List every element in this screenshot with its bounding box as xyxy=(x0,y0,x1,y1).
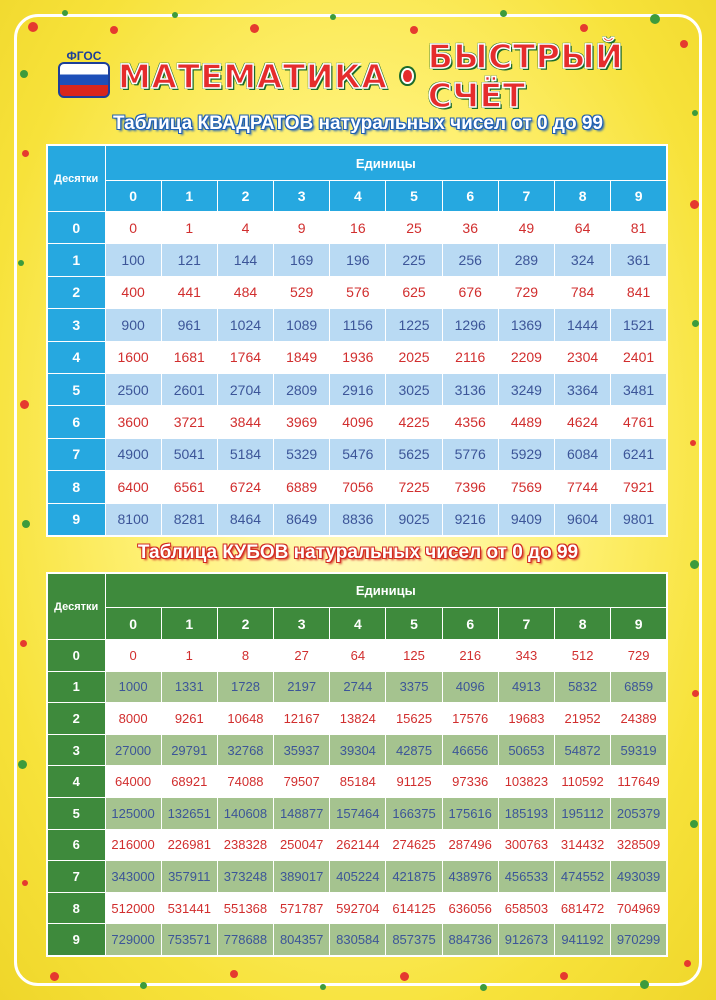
table-cell: 15625 xyxy=(386,703,442,735)
tens-row-header: 7 xyxy=(47,861,105,893)
title-mathematics: МАТЕМАТИКА xyxy=(118,56,388,96)
table-row xyxy=(47,212,667,244)
unit-column-header: 2 xyxy=(217,608,273,640)
table-cell: 262144 xyxy=(330,829,386,861)
tens-row-header: 1 xyxy=(47,671,105,703)
table-cell: 3364 xyxy=(555,373,611,405)
fgos-badge-label: ФГОС xyxy=(66,49,102,63)
table-cell: 3481 xyxy=(611,373,667,405)
table-row xyxy=(47,924,667,956)
table-cell: 4225 xyxy=(386,406,442,438)
table-cell: 1764 xyxy=(217,341,273,373)
table-cell: 6889 xyxy=(274,471,330,503)
table-cell: 3969 xyxy=(274,406,330,438)
table-cell: 970299 xyxy=(611,924,667,956)
table-row xyxy=(47,471,667,503)
unit-column-header: 4 xyxy=(330,181,386,212)
unit-column-header: 9 xyxy=(611,181,667,212)
table-cell: 512 xyxy=(555,640,611,672)
table-cell: 25 xyxy=(386,212,442,244)
table-cell: 68921 xyxy=(161,766,217,798)
table-cell: 676 xyxy=(442,276,498,308)
table-cell: 2916 xyxy=(330,373,386,405)
tens-row-header: 0 xyxy=(47,640,105,672)
table-row xyxy=(47,640,667,672)
table-cell: 421875 xyxy=(386,861,442,893)
unit-column-header: 4 xyxy=(330,608,386,640)
table-row xyxy=(47,892,667,924)
tens-row-header: 8 xyxy=(47,471,105,503)
table-cell: 5929 xyxy=(498,438,554,470)
table-cell: 9216 xyxy=(442,503,498,536)
tens-row-header: 3 xyxy=(47,309,105,341)
table-cell: 512000 xyxy=(105,892,161,924)
table-cell: 625 xyxy=(386,276,442,308)
table-cell: 576 xyxy=(330,276,386,308)
table-row xyxy=(47,341,667,373)
table-cell: 140608 xyxy=(217,797,273,829)
table-cell: 4096 xyxy=(330,406,386,438)
table-cell: 91125 xyxy=(386,766,442,798)
table-cell: 7569 xyxy=(498,471,554,503)
table-cell: 1681 xyxy=(161,341,217,373)
table-cell: 2809 xyxy=(274,373,330,405)
table-cell: 175616 xyxy=(442,797,498,829)
unit-column-header: 1 xyxy=(161,181,217,212)
table-cell: 614125 xyxy=(386,892,442,924)
table-cell: 226981 xyxy=(161,829,217,861)
table-cell: 857375 xyxy=(386,924,442,956)
cubes-table xyxy=(46,572,668,957)
table-cell: 5625 xyxy=(386,438,442,470)
table-cell: 85184 xyxy=(330,766,386,798)
table-cell: 32768 xyxy=(217,734,273,766)
table-cell: 900 xyxy=(105,309,161,341)
table-cell: 4761 xyxy=(611,406,667,438)
unit-column-header: 0 xyxy=(105,608,161,640)
table-cell: 287496 xyxy=(442,829,498,861)
table-row xyxy=(47,861,667,893)
table-cell: 35937 xyxy=(274,734,330,766)
unit-column-header: 2 xyxy=(217,181,273,212)
table-row xyxy=(47,671,667,703)
table-cell: 9409 xyxy=(498,503,554,536)
table-cell: 148877 xyxy=(274,797,330,829)
table-cell: 328509 xyxy=(611,829,667,861)
table-cell: 658503 xyxy=(498,892,554,924)
table-cell: 778688 xyxy=(217,924,273,956)
table-cell: 1369 xyxy=(498,309,554,341)
table-row xyxy=(47,276,667,308)
table-cell: 2209 xyxy=(498,341,554,373)
table-cell: 529 xyxy=(274,276,330,308)
table-cell: 1000 xyxy=(105,671,161,703)
table-cell: 97336 xyxy=(442,766,498,798)
table-cell: 3375 xyxy=(386,671,442,703)
table-cell: 729 xyxy=(498,276,554,308)
table-cell: 7744 xyxy=(555,471,611,503)
table-cell: 571787 xyxy=(274,892,330,924)
tens-row-header: 3 xyxy=(47,734,105,766)
table-cell: 196 xyxy=(330,244,386,276)
table-row xyxy=(47,438,667,470)
table-cell: 456533 xyxy=(498,861,554,893)
table-cell: 1936 xyxy=(330,341,386,373)
table-cell: 1331 xyxy=(161,671,217,703)
table-cell: 1156 xyxy=(330,309,386,341)
tens-row-header: 0 xyxy=(47,212,105,244)
table-cell: 250047 xyxy=(274,829,330,861)
table-cell: 373248 xyxy=(217,861,273,893)
table-cell: 941192 xyxy=(555,924,611,956)
tens-row-header: 8 xyxy=(47,892,105,924)
table-cell: 729 xyxy=(611,640,667,672)
table-cell: 1600 xyxy=(105,341,161,373)
table-cell: 0 xyxy=(105,212,161,244)
table-cell: 753571 xyxy=(161,924,217,956)
table-cell: 7225 xyxy=(386,471,442,503)
tens-row-header: 7 xyxy=(47,438,105,470)
table-cell: 103823 xyxy=(498,766,554,798)
table-cell: 912673 xyxy=(498,924,554,956)
table-cell: 4096 xyxy=(442,671,498,703)
table-cell: 5776 xyxy=(442,438,498,470)
table-cell: 361 xyxy=(611,244,667,276)
table-row xyxy=(47,797,667,829)
table-cell: 79507 xyxy=(274,766,330,798)
table-cell: 27 xyxy=(274,640,330,672)
table-row xyxy=(47,503,667,536)
table-cell: 54872 xyxy=(555,734,611,766)
tens-row-header: 1 xyxy=(47,244,105,276)
table-cell: 1849 xyxy=(274,341,330,373)
table-row xyxy=(47,373,667,405)
table-cell: 493039 xyxy=(611,861,667,893)
table-cell: 59319 xyxy=(611,734,667,766)
table-cell: 1296 xyxy=(442,309,498,341)
table-cell: 64000 xyxy=(105,766,161,798)
table-cell: 9 xyxy=(274,212,330,244)
unit-column-header: 3 xyxy=(274,608,330,640)
table-cell: 2197 xyxy=(274,671,330,703)
squares-table xyxy=(46,144,668,537)
table-cell: 64 xyxy=(555,212,611,244)
table-row xyxy=(47,703,667,735)
table-cell: 531441 xyxy=(161,892,217,924)
table-cell: 6859 xyxy=(611,671,667,703)
tens-row-header: 2 xyxy=(47,276,105,308)
table-cell: 1225 xyxy=(386,309,442,341)
table-cell: 6724 xyxy=(217,471,273,503)
table-cell: 6241 xyxy=(611,438,667,470)
table-cell: 16 xyxy=(330,212,386,244)
table-cell: 132651 xyxy=(161,797,217,829)
table-cell: 4913 xyxy=(498,671,554,703)
table-cell: 3721 xyxy=(161,406,217,438)
table-cell: 314432 xyxy=(555,829,611,861)
table-cell: 4489 xyxy=(498,406,554,438)
table-cell: 9801 xyxy=(611,503,667,536)
table-cell: 10648 xyxy=(217,703,273,735)
table-cell: 157464 xyxy=(330,797,386,829)
table-cell: 636056 xyxy=(442,892,498,924)
squares-table-title: Таблица КВАДРАТОВ натуральных чисел от 0 до 99 xyxy=(113,113,603,134)
table-row xyxy=(47,244,667,276)
unit-column-header: 6 xyxy=(442,181,498,212)
table-row xyxy=(47,406,667,438)
main-title xyxy=(118,37,638,115)
table-cell: 1 xyxy=(161,640,217,672)
table-cell: 6561 xyxy=(161,471,217,503)
table-cell: 205379 xyxy=(611,797,667,829)
table-cell: 7056 xyxy=(330,471,386,503)
table-cell: 592704 xyxy=(330,892,386,924)
table-cell: 3844 xyxy=(217,406,273,438)
table-cell: 2116 xyxy=(442,341,498,373)
table-cell: 324 xyxy=(555,244,611,276)
table-cell: 300763 xyxy=(498,829,554,861)
table-cell: 238328 xyxy=(217,829,273,861)
cubes-table-title: Таблица КУБОВ натуральных чисел от 0 до 99 xyxy=(137,542,579,563)
table-cell: 784 xyxy=(555,276,611,308)
table-cell: 343000 xyxy=(105,861,161,893)
table-cell: 12167 xyxy=(274,703,330,735)
table-cell: 121 xyxy=(161,244,217,276)
table-cell: 2500 xyxy=(105,373,161,405)
tens-header: Десятки xyxy=(47,573,105,640)
unit-column-header: 1 xyxy=(161,608,217,640)
tens-header: Десятки xyxy=(47,145,105,212)
table-cell: 8649 xyxy=(274,503,330,536)
table-cell: 1521 xyxy=(611,309,667,341)
table-cell: 804357 xyxy=(274,924,330,956)
table-cell: 389017 xyxy=(274,861,330,893)
table-cell: 7921 xyxy=(611,471,667,503)
table-cell: 9025 xyxy=(386,503,442,536)
table-cell: 216000 xyxy=(105,829,161,861)
tens-row-header: 5 xyxy=(47,373,105,405)
units-header: Единицы xyxy=(105,145,667,181)
table-cell: 256 xyxy=(442,244,498,276)
table-cell: 8 xyxy=(217,640,273,672)
table-cell: 884736 xyxy=(442,924,498,956)
table-cell: 1728 xyxy=(217,671,273,703)
table-cell: 551368 xyxy=(217,892,273,924)
table-cell: 4900 xyxy=(105,438,161,470)
table-cell: 438976 xyxy=(442,861,498,893)
table-cell: 5184 xyxy=(217,438,273,470)
table-cell: 39304 xyxy=(330,734,386,766)
table-cell: 704969 xyxy=(611,892,667,924)
table-cell: 5329 xyxy=(274,438,330,470)
table-cell: 405224 xyxy=(330,861,386,893)
table-cell: 17576 xyxy=(442,703,498,735)
table-cell: 19683 xyxy=(498,703,554,735)
tens-row-header: 5 xyxy=(47,797,105,829)
table-cell: 400 xyxy=(105,276,161,308)
unit-column-header: 8 xyxy=(555,608,611,640)
table-cell: 729000 xyxy=(105,924,161,956)
table-cell: 8281 xyxy=(161,503,217,536)
fgos-badge xyxy=(58,49,110,98)
title-separator-dot-icon xyxy=(401,68,413,84)
table-cell: 50653 xyxy=(498,734,554,766)
poster-header xyxy=(0,37,716,115)
table-cell: 6084 xyxy=(555,438,611,470)
table-cell: 289 xyxy=(498,244,554,276)
table-cell: 8100 xyxy=(105,503,161,536)
table-cell: 49 xyxy=(498,212,554,244)
table-cell: 2601 xyxy=(161,373,217,405)
table-cell: 4356 xyxy=(442,406,498,438)
table-cell: 441 xyxy=(161,276,217,308)
table-cell: 110592 xyxy=(555,766,611,798)
table-cell: 2401 xyxy=(611,341,667,373)
tens-row-header: 6 xyxy=(47,829,105,861)
unit-column-header: 7 xyxy=(498,181,554,212)
table-cell: 144 xyxy=(217,244,273,276)
table-cell: 3600 xyxy=(105,406,161,438)
table-cell: 7396 xyxy=(442,471,498,503)
table-cell: 841 xyxy=(611,276,667,308)
unit-column-header: 5 xyxy=(386,608,442,640)
table-cell: 36 xyxy=(442,212,498,244)
table-row xyxy=(47,309,667,341)
title-fast-counting: БЫСТРЫЙ СЧЁТ xyxy=(427,37,624,115)
table-cell: 830584 xyxy=(330,924,386,956)
table-cell: 1444 xyxy=(555,309,611,341)
table-row xyxy=(47,829,667,861)
table-cell: 1089 xyxy=(274,309,330,341)
table-cell: 29791 xyxy=(161,734,217,766)
table-cell: 357911 xyxy=(161,861,217,893)
tens-row-header: 2 xyxy=(47,703,105,735)
table-cell: 961 xyxy=(161,309,217,341)
table-cell: 8464 xyxy=(217,503,273,536)
table-row xyxy=(47,766,667,798)
tens-row-header: 4 xyxy=(47,341,105,373)
table-cell: 0 xyxy=(105,640,161,672)
table-cell: 125000 xyxy=(105,797,161,829)
table-cell: 681472 xyxy=(555,892,611,924)
table-row xyxy=(47,734,667,766)
table-cell: 117649 xyxy=(611,766,667,798)
table-cell: 474552 xyxy=(555,861,611,893)
table-cell: 8000 xyxy=(105,703,161,735)
table-cell: 484 xyxy=(217,276,273,308)
table-cell: 4 xyxy=(217,212,273,244)
table-cell: 5832 xyxy=(555,671,611,703)
table-cell: 343 xyxy=(498,640,554,672)
tens-row-header: 9 xyxy=(47,924,105,956)
table-cell: 216 xyxy=(442,640,498,672)
table-cell: 1 xyxy=(161,212,217,244)
table-cell: 46656 xyxy=(442,734,498,766)
table-cell: 125 xyxy=(386,640,442,672)
table-cell: 2704 xyxy=(217,373,273,405)
table-cell: 81 xyxy=(611,212,667,244)
table-cell: 13824 xyxy=(330,703,386,735)
table-cell: 21952 xyxy=(555,703,611,735)
table-cell: 1024 xyxy=(217,309,273,341)
table-cell: 225 xyxy=(386,244,442,276)
table-cell: 195112 xyxy=(555,797,611,829)
table-cell: 6400 xyxy=(105,471,161,503)
tens-row-header: 6 xyxy=(47,406,105,438)
table-cell: 5041 xyxy=(161,438,217,470)
table-cell: 2304 xyxy=(555,341,611,373)
unit-column-header: 8 xyxy=(555,181,611,212)
tens-row-header: 9 xyxy=(47,503,105,536)
table-cell: 8836 xyxy=(330,503,386,536)
table-cell: 4624 xyxy=(555,406,611,438)
table-cell: 27000 xyxy=(105,734,161,766)
units-header: Единицы xyxy=(105,573,667,608)
tens-row-header: 4 xyxy=(47,766,105,798)
table-cell: 185193 xyxy=(498,797,554,829)
table-cell: 42875 xyxy=(386,734,442,766)
unit-column-header: 0 xyxy=(105,181,161,212)
table-cell: 9604 xyxy=(555,503,611,536)
table-cell: 3249 xyxy=(498,373,554,405)
table-cell: 5476 xyxy=(330,438,386,470)
unit-column-header: 3 xyxy=(274,181,330,212)
unit-column-header: 7 xyxy=(498,608,554,640)
table-cell: 2744 xyxy=(330,671,386,703)
table-cell: 274625 xyxy=(386,829,442,861)
table-cell: 9261 xyxy=(161,703,217,735)
table-cell: 3025 xyxy=(386,373,442,405)
table-cell: 3136 xyxy=(442,373,498,405)
table-cell: 74088 xyxy=(217,766,273,798)
unit-column-header: 5 xyxy=(386,181,442,212)
table-cell: 169 xyxy=(274,244,330,276)
unit-column-header: 9 xyxy=(611,608,667,640)
table-cell: 2025 xyxy=(386,341,442,373)
table-cell: 166375 xyxy=(386,797,442,829)
unit-column-header: 6 xyxy=(442,608,498,640)
table-cell: 64 xyxy=(330,640,386,672)
table-cell: 24389 xyxy=(611,703,667,735)
table-cell: 100 xyxy=(105,244,161,276)
